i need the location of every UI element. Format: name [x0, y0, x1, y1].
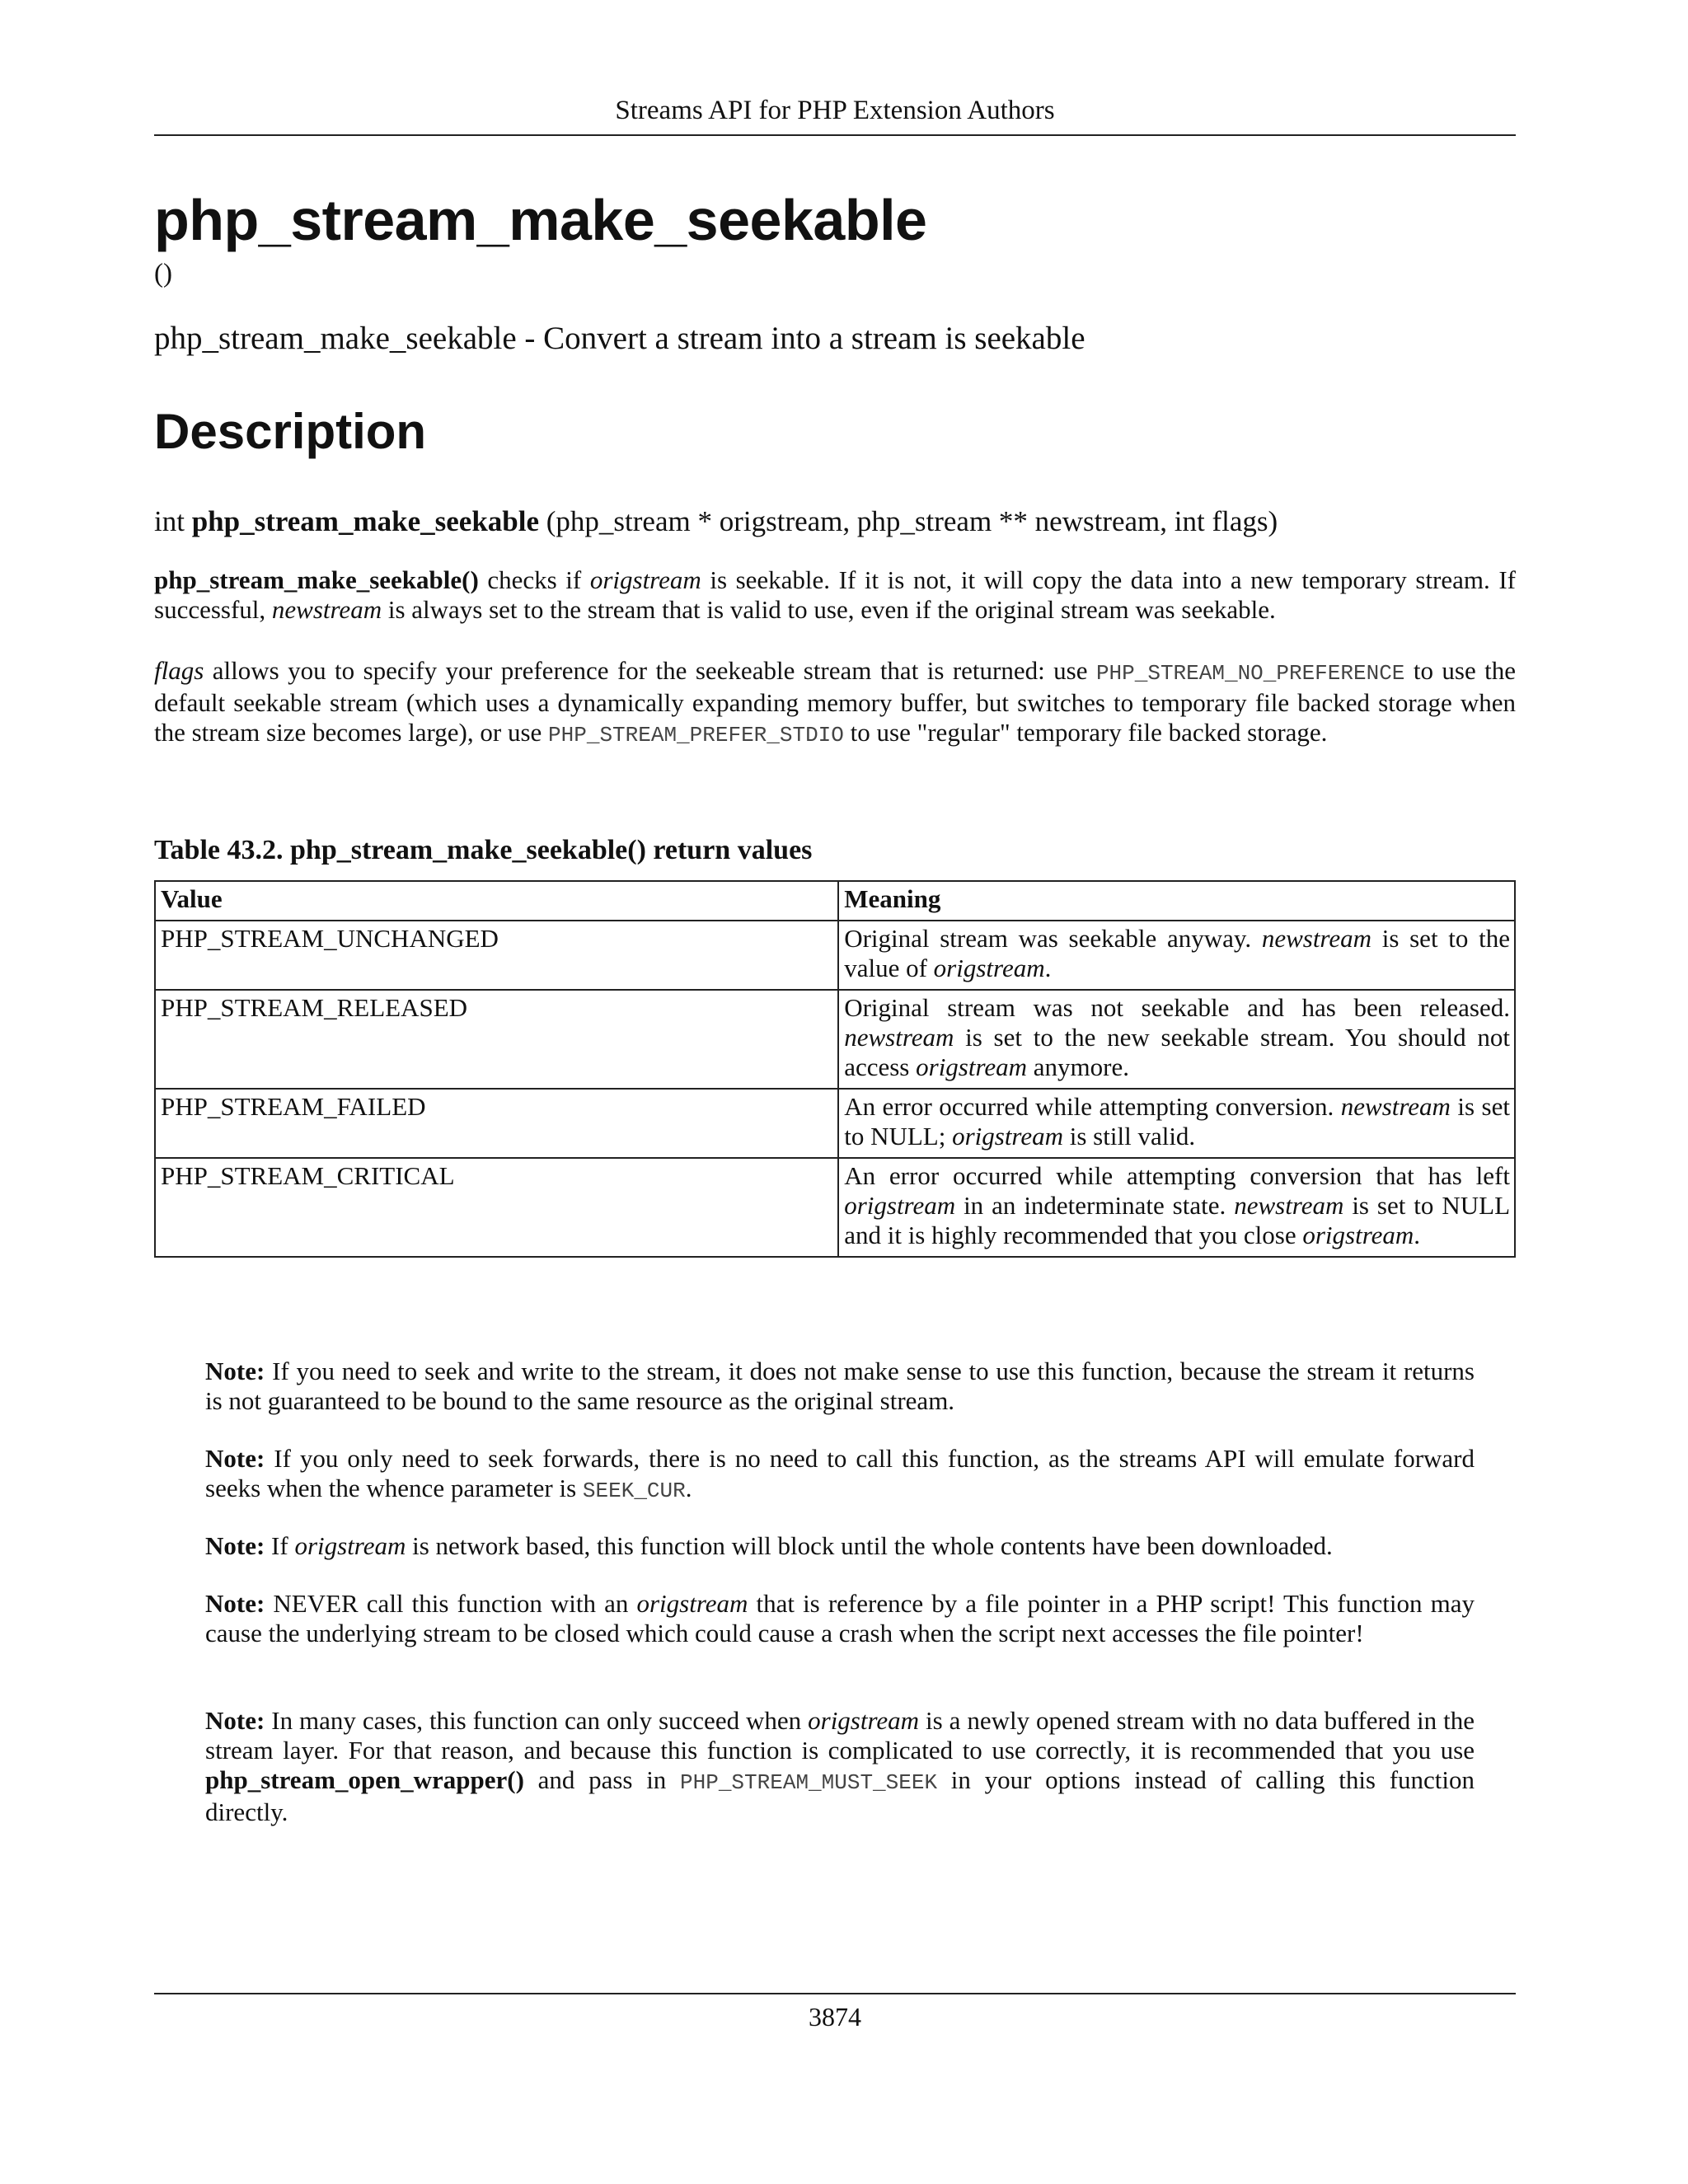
- text-span: to use "regular" temporary file backed storage.: [843, 718, 1328, 747]
- synopsis-params: (php_stream * origstream, php_stream ** newstream, int flags): [539, 505, 1278, 537]
- param-ref: origstream: [589, 565, 701, 594]
- function-ref: php_stream_make_seekable(): [154, 565, 479, 594]
- constant-ref: PHP_STREAM_PREFER_STDIO: [548, 723, 844, 748]
- table-row: [155, 921, 1515, 990]
- description-paragraph-2: [154, 656, 1516, 750]
- text-span: Original stream was seekable anyway.: [844, 924, 1262, 953]
- meaning-cell: [838, 1158, 1515, 1257]
- param-ref: newstream: [1340, 1092, 1451, 1121]
- note-label: Note:: [205, 1357, 265, 1385]
- value-cell: PHP_STREAM_FAILED: [155, 1089, 838, 1158]
- param-ref: newstream: [844, 1023, 954, 1052]
- page-number: 3874: [809, 2002, 861, 2032]
- param-ref: newstream: [271, 595, 382, 624]
- param-ref: origstream: [1302, 1221, 1414, 1249]
- function-ref: php_stream_open_wrapper(): [205, 1765, 524, 1794]
- text-span: An error occurred while attempting conversion.: [844, 1092, 1341, 1121]
- meaning-cell: [838, 990, 1515, 1089]
- text-span: is seekable. If it is not, it will copy the data into a new temporary stream. If successful,: [154, 565, 1516, 624]
- note-4: [205, 1589, 1475, 1648]
- column-header-meaning: Meaning: [838, 881, 1515, 921]
- text-span: is always set to the stream that is valid to use, even if the original stream was seekable.: [382, 595, 1276, 624]
- param-ref: newstream: [1261, 924, 1372, 953]
- header-rule: [154, 134, 1516, 136]
- note-3: [205, 1531, 1475, 1561]
- table-caption: Table 43.2. php_stream_make_seekable() return values: [154, 835, 813, 865]
- text-span: anymore.: [1027, 1052, 1130, 1081]
- column-header-value: Value: [155, 881, 838, 921]
- return-values-table: [154, 880, 1516, 1258]
- table-row: [155, 990, 1515, 1089]
- synopsis-function-name: php_stream_make_seekable: [191, 505, 540, 537]
- param-ref: origstream: [933, 954, 1045, 982]
- param-ref: newstream: [1234, 1191, 1344, 1220]
- constant-ref: SEEK_CUR: [582, 1479, 686, 1503]
- note-label: Note:: [205, 1444, 265, 1473]
- table-header-row: [155, 881, 1515, 921]
- value-cell: PHP_STREAM_CRITICAL: [155, 1158, 838, 1257]
- synopsis-return-type: int: [154, 505, 192, 537]
- param-ref: origstream: [808, 1706, 920, 1735]
- text-span: and pass in: [523, 1765, 681, 1794]
- text-span: If: [265, 1531, 295, 1560]
- text-span: If you need to seek and write to the stream, it does not make sense to use this function, because the stream it returns is not guaranteed to be bound to the same resource as the original stream.: [205, 1357, 1475, 1415]
- text-span: is set to the value of: [844, 924, 1510, 982]
- note-1: [205, 1357, 1475, 1416]
- note-2: [205, 1444, 1475, 1506]
- text-span: allows you to specify your preference for the seekeable stream that is returned: use: [204, 656, 1096, 685]
- param-ref: flags: [154, 656, 204, 685]
- text-span: .: [1414, 1221, 1421, 1249]
- text-span: Original stream was not seekable and has been released.: [844, 993, 1510, 1022]
- text-span: is set to NULL and it is highly recommended that you close: [844, 1191, 1511, 1249]
- page-title: php_stream_make_seekable: [154, 188, 927, 252]
- footer-rule: [154, 1993, 1516, 1994]
- value-cell: PHP_STREAM_RELEASED: [155, 990, 838, 1089]
- param-ref: origstream: [294, 1531, 406, 1560]
- note-label: Note:: [205, 1706, 265, 1735]
- text-span: that is reference by a file pointer in a PHP script! This function may cause the underlying stream to be closed which could cause a crash when the script next accesses the file pointer!: [205, 1589, 1475, 1647]
- description-paragraph-1: [154, 565, 1516, 625]
- meaning-cell: [838, 921, 1515, 990]
- text-span: in your options instead of calling this function directly.: [205, 1765, 1475, 1826]
- text-span: is still valid.: [1063, 1122, 1196, 1151]
- text-span: in an indeterminate state.: [955, 1191, 1235, 1220]
- constant-ref: PHP_STREAM_NO_PREFERENCE: [1095, 661, 1405, 686]
- text-span: .: [685, 1474, 692, 1502]
- constant-ref: PHP_STREAM_MUST_SEEK: [680, 1770, 938, 1795]
- text-span: If you only need to seek forwards, there is no need to call this function, as the streams API will emulate forward seeks when the whence parameter is: [205, 1444, 1475, 1502]
- refname-line: php_stream_make_seekable - Convert a stream into a stream is seekable: [154, 321, 1085, 356]
- note-label: Note:: [205, 1531, 265, 1560]
- function-synopsis: [154, 503, 1278, 541]
- text-span: NEVER call this function with an: [265, 1589, 637, 1618]
- table-row: [155, 1089, 1515, 1158]
- running-header: Streams API for PHP Extension Authors: [615, 96, 1055, 125]
- meaning-cell: [838, 1089, 1515, 1158]
- note-label: Note:: [205, 1589, 265, 1618]
- text-span: is set to NULL;: [844, 1092, 1510, 1151]
- text-span: to use the default seekable stream (which uses a dynamically expanding memory buffer, but switches to temporary file backed storage when the stream size becomes large), or use: [154, 656, 1517, 747]
- value-cell: PHP_STREAM_UNCHANGED: [155, 921, 838, 990]
- text-span: is set to the new seekable stream. You should not access: [844, 1023, 1510, 1081]
- param-ref: origstream: [952, 1122, 1063, 1151]
- text-span: checks if: [478, 565, 590, 594]
- param-ref: origstream: [636, 1589, 748, 1618]
- param-ref: origstream: [844, 1191, 956, 1220]
- text-span: .: [1044, 954, 1052, 982]
- description-heading: Description: [154, 404, 427, 459]
- table-row: [155, 1158, 1515, 1257]
- text-span: is a newly opened stream with no data buffered in the stream layer. For that reason, and because this function is complicated to use correctly, it is recommended that you use: [205, 1706, 1475, 1765]
- title-parens: (): [154, 259, 172, 288]
- text-span: In many cases, this function can only succeed when: [265, 1706, 809, 1735]
- param-ref: origstream: [916, 1052, 1028, 1081]
- text-span: An error occurred while attempting conversion that has left: [844, 1161, 1510, 1190]
- text-span: is network based, this function will block until the whole contents have been downloaded.: [406, 1531, 1333, 1560]
- note-5: [205, 1706, 1475, 1827]
